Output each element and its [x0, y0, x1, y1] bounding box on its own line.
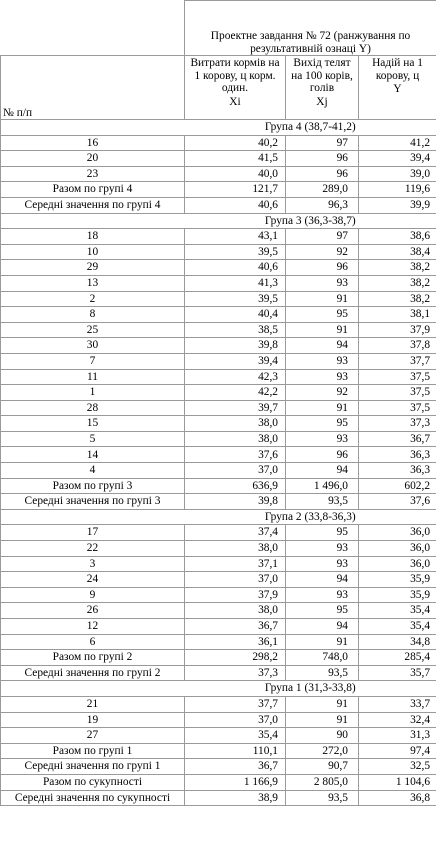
value-xi: 36,7	[185, 759, 286, 775]
row-number: 13	[1, 275, 185, 291]
table-row	[1, 166, 436, 182]
column-symbol-xj: Xj	[316, 95, 328, 108]
value-xj: 93,5	[286, 494, 359, 510]
value-y: 36,0	[359, 525, 436, 541]
row-number: 15	[1, 416, 185, 432]
table-row	[1, 416, 436, 432]
value-xj: 97	[286, 229, 359, 245]
table-row	[1, 431, 436, 447]
table-row	[1, 556, 436, 572]
table-row	[1, 572, 436, 588]
total-label: Разом по групі 3	[1, 478, 185, 494]
value-y: 37,5	[359, 385, 436, 401]
row-number: 26	[1, 603, 185, 619]
value-y: 37,9	[359, 322, 436, 338]
value-y: 37,5	[359, 400, 436, 416]
value-xi: 39,8	[185, 338, 286, 354]
group-header-spacer	[1, 509, 185, 525]
value-xi: 37,0	[185, 712, 286, 728]
value-y: 31,3	[359, 728, 436, 744]
value-xi: 37,0	[185, 572, 286, 588]
value-xj: 289,0	[286, 182, 359, 198]
column-label-y: Надій на 1 корову, ц	[372, 57, 423, 82]
table-row	[1, 322, 436, 338]
table-row	[1, 728, 436, 744]
value-xi: 35,4	[185, 728, 286, 744]
value-y: 32,4	[359, 712, 436, 728]
value-xi: 43,1	[185, 229, 286, 245]
value-y: 36,7	[359, 431, 436, 447]
row-number: 5	[1, 431, 185, 447]
value-y: 37,8	[359, 338, 436, 354]
value-xi: 40,4	[185, 307, 286, 323]
value-xj: 90	[286, 728, 359, 744]
value-xj: 748,0	[286, 650, 359, 666]
value-xi: 40,6	[185, 260, 286, 276]
value-xi: 37,4	[185, 525, 286, 541]
value-y: 285,4	[359, 650, 436, 666]
value-xi: 40,0	[185, 166, 286, 182]
group-header-spacer	[1, 681, 185, 697]
group-header-row	[1, 681, 436, 697]
table-row	[1, 151, 436, 167]
value-xi: 1 166,9	[185, 774, 286, 790]
value-xj: 91	[286, 291, 359, 307]
group-header-spacer	[1, 213, 185, 229]
value-xj: 93	[286, 353, 359, 369]
row-number: 24	[1, 572, 185, 588]
value-xj: 272,0	[286, 743, 359, 759]
group-title: Група 4 (38,7-41,2)	[185, 120, 436, 136]
row-number: 2	[1, 291, 185, 307]
mean-label: Середні значення по групі 1	[1, 759, 185, 775]
group-title: Група 3 (36,3-38,7)	[185, 213, 436, 229]
value-y: 35,4	[359, 619, 436, 635]
value-xj: 91	[286, 634, 359, 650]
value-xj: 93	[286, 556, 359, 572]
value-xj: 94	[286, 619, 359, 635]
row-number: 23	[1, 166, 185, 182]
value-xi: 37,3	[185, 665, 286, 681]
table-row	[1, 712, 436, 728]
table-row	[1, 338, 436, 354]
value-y: 37,7	[359, 353, 436, 369]
table-title: Проектне завдання № 72 (ранжування по результативній ознаці Y)	[185, 1, 436, 56]
value-y: 119,6	[359, 182, 436, 198]
value-y: 97,4	[359, 743, 436, 759]
value-xj: 95	[286, 307, 359, 323]
total-label: Разом по групі 4	[1, 182, 185, 198]
group-header-spacer	[1, 120, 185, 136]
value-xi: 42,2	[185, 385, 286, 401]
value-y: 36,3	[359, 463, 436, 479]
row-number: 22	[1, 541, 185, 557]
table-row	[1, 369, 436, 385]
value-xi: 37,6	[185, 447, 286, 463]
value-y: 39,9	[359, 197, 436, 213]
value-y: 34,8	[359, 634, 436, 650]
group-mean-row	[1, 494, 436, 510]
table-row	[1, 447, 436, 463]
value-xj: 93	[286, 541, 359, 557]
group-header-row	[1, 509, 436, 525]
value-y: 35,4	[359, 603, 436, 619]
table-row	[1, 587, 436, 603]
value-xi: 37,7	[185, 696, 286, 712]
value-xj: 97	[286, 135, 359, 151]
value-xi: 40,2	[185, 135, 286, 151]
table-row	[1, 541, 436, 557]
value-xi: 39,5	[185, 244, 286, 260]
value-xj: 96,3	[286, 197, 359, 213]
value-xj: 96	[286, 447, 359, 463]
value-xj: 93	[286, 369, 359, 385]
value-xj: 93,5	[286, 665, 359, 681]
mean-label: Середні значення по групі 2	[1, 665, 185, 681]
value-y: 36,8	[359, 790, 436, 806]
value-xj: 2 805,0	[286, 774, 359, 790]
value-y: 38,2	[359, 291, 436, 307]
value-xj: 95	[286, 416, 359, 432]
column-header-y	[359, 56, 436, 120]
value-y: 36,0	[359, 556, 436, 572]
row-number: 16	[1, 135, 185, 151]
value-xj: 93	[286, 431, 359, 447]
table-row	[1, 400, 436, 416]
column-label-xi: Витрати кормів на 1 корову, ц корм. один.	[190, 57, 280, 94]
total-label: Разом по групі 2	[1, 650, 185, 666]
table-row	[1, 603, 436, 619]
value-xj: 95	[286, 525, 359, 541]
value-xi: 636,9	[185, 478, 286, 494]
table-row	[1, 275, 436, 291]
value-xi: 36,1	[185, 634, 286, 650]
value-y: 37,6	[359, 494, 436, 510]
value-xi: 110,1	[185, 743, 286, 759]
value-xi: 40,6	[185, 197, 286, 213]
value-xj: 96	[286, 151, 359, 167]
row-number: 10	[1, 244, 185, 260]
value-xi: 38,0	[185, 603, 286, 619]
table-row	[1, 619, 436, 635]
column-symbol-xi: Xi	[229, 95, 241, 108]
table-row	[1, 385, 436, 401]
table-row	[1, 696, 436, 712]
table-row	[1, 135, 436, 151]
row-number: 25	[1, 322, 185, 338]
value-xj: 95	[286, 603, 359, 619]
group-mean-row	[1, 197, 436, 213]
total-label: Разом по групі 1	[1, 743, 185, 759]
value-y: 36,0	[359, 541, 436, 557]
value-xi: 36,7	[185, 619, 286, 635]
value-xi: 121,7	[185, 182, 286, 198]
value-xj: 91	[286, 712, 359, 728]
overall-total-row	[1, 774, 436, 790]
table-row	[1, 463, 436, 479]
group-title: Група 1 (31,3-33,8)	[185, 681, 436, 697]
group-mean-row	[1, 759, 436, 775]
value-xj: 93	[286, 587, 359, 603]
value-xj: 94	[286, 463, 359, 479]
table-row	[1, 229, 436, 245]
column-header-xj	[286, 56, 359, 120]
value-xi: 39,4	[185, 353, 286, 369]
value-xi: 38,5	[185, 322, 286, 338]
value-xj: 92	[286, 385, 359, 401]
overall-mean-row	[1, 790, 436, 806]
value-xi: 39,5	[185, 291, 286, 307]
row-number: 3	[1, 556, 185, 572]
value-xi: 37,0	[185, 463, 286, 479]
row-number: 12	[1, 619, 185, 635]
value-y: 38,6	[359, 229, 436, 245]
row-number: 6	[1, 634, 185, 650]
table-row	[1, 634, 436, 650]
value-xi: 37,9	[185, 587, 286, 603]
value-y: 32,5	[359, 759, 436, 775]
group-total-row	[1, 182, 436, 198]
value-y: 38,2	[359, 275, 436, 291]
value-y: 39,0	[359, 166, 436, 182]
value-xi: 37,1	[185, 556, 286, 572]
value-xj: 94	[286, 338, 359, 354]
value-xi: 39,8	[185, 494, 286, 510]
table-row	[1, 307, 436, 323]
row-number: 7	[1, 353, 185, 369]
value-xi: 38,0	[185, 541, 286, 557]
row-number: 1	[1, 385, 185, 401]
value-xi: 39,7	[185, 400, 286, 416]
value-y: 38,1	[359, 307, 436, 323]
row-number: 19	[1, 712, 185, 728]
value-xi: 38,0	[185, 431, 286, 447]
table-row	[1, 260, 436, 276]
overall-mean-label: Середні значення по сукупності	[1, 790, 185, 806]
row-number: 21	[1, 696, 185, 712]
row-number: 30	[1, 338, 185, 354]
value-xi: 38,9	[185, 790, 286, 806]
group-total-row	[1, 478, 436, 494]
value-xj: 1 496,0	[286, 478, 359, 494]
value-y: 33,7	[359, 696, 436, 712]
group-mean-row	[1, 665, 436, 681]
value-y: 37,5	[359, 369, 436, 385]
row-number: 9	[1, 587, 185, 603]
value-y: 35,9	[359, 572, 436, 588]
row-number: 14	[1, 447, 185, 463]
group-total-row	[1, 650, 436, 666]
value-xi: 42,3	[185, 369, 286, 385]
table-row	[1, 244, 436, 260]
value-xj: 91	[286, 400, 359, 416]
group-total-row	[1, 743, 436, 759]
value-xj: 96	[286, 260, 359, 276]
value-xj: 93	[286, 275, 359, 291]
value-xj: 93,5	[286, 790, 359, 806]
row-number: 27	[1, 728, 185, 744]
overall-total-label: Разом по сукупності	[1, 774, 185, 790]
row-number: 8	[1, 307, 185, 323]
mean-label: Середні значення по групі 3	[1, 494, 185, 510]
row-number: 28	[1, 400, 185, 416]
column-header-xi	[185, 56, 286, 120]
value-xi: 41,3	[185, 275, 286, 291]
table-row	[1, 525, 436, 541]
value-xj: 91	[286, 322, 359, 338]
value-y: 36,3	[359, 447, 436, 463]
column-symbol-y: Y	[393, 83, 402, 95]
value-y: 602,2	[359, 478, 436, 494]
row-number: 18	[1, 229, 185, 245]
row-number: 4	[1, 463, 185, 479]
table-row	[1, 353, 436, 369]
group-header-row	[1, 120, 436, 136]
header-title-row	[1, 1, 436, 56]
mean-label: Середні значення по групі 4	[1, 197, 185, 213]
value-y: 35,9	[359, 587, 436, 603]
group-header-row	[1, 213, 436, 229]
value-xj: 94	[286, 572, 359, 588]
table-row	[1, 291, 436, 307]
value-xi: 41,5	[185, 151, 286, 167]
header-columns-row	[1, 56, 436, 120]
value-xj: 90,7	[286, 759, 359, 775]
corner-cell	[1, 1, 185, 56]
value-xj: 96	[286, 166, 359, 182]
row-number: 20	[1, 151, 185, 167]
group-title: Група 2 (33,8-36,3)	[185, 509, 436, 525]
value-y: 1 104,6	[359, 774, 436, 790]
row-number-header: № п/п	[1, 56, 185, 120]
value-y: 39,4	[359, 151, 436, 167]
row-number: 29	[1, 260, 185, 276]
value-xi: 38,0	[185, 416, 286, 432]
value-y: 38,2	[359, 260, 436, 276]
row-number: 11	[1, 369, 185, 385]
value-y: 41,2	[359, 135, 436, 151]
value-y: 35,7	[359, 665, 436, 681]
column-label-xj: Вихід телят на 100 корів, голів	[291, 57, 353, 94]
value-xi: 298,2	[185, 650, 286, 666]
value-y: 38,4	[359, 244, 436, 260]
value-xj: 91	[286, 696, 359, 712]
value-y: 37,3	[359, 416, 436, 432]
value-xj: 92	[286, 244, 359, 260]
row-number: 17	[1, 525, 185, 541]
